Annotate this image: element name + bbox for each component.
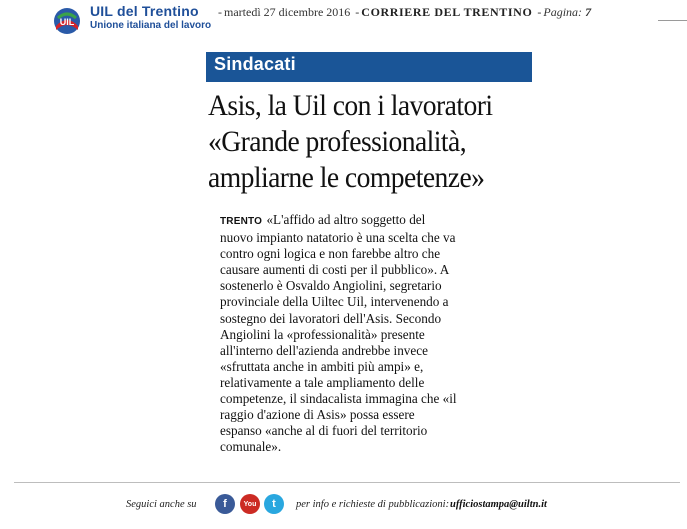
article-line: nuovo impianto natatorio è una scelta che va: [220, 230, 456, 246]
twitter-icon[interactable]: [264, 494, 284, 514]
page-number: 7: [585, 5, 592, 19]
uil-logo: [52, 6, 82, 36]
facebook-icon[interactable]: [215, 494, 235, 514]
newspaper-name: CORRIERE DEL TRENTINO: [361, 5, 533, 19]
twitter-glyph: t: [272, 498, 276, 510]
article-line: provinciale della Uiltec Uil, intervenendo a: [220, 294, 449, 310]
brand-title: UIL del Trentino: [90, 3, 199, 19]
section-label: Sindacati: [214, 54, 296, 74]
article-line: causare aumenti di costi per il pubblico». A: [220, 262, 450, 278]
article-line: contro ogni logica e non farebbe altro che: [220, 246, 441, 262]
article-line: «sfruttata anche in ambiti più ampi» e,: [220, 358, 424, 374]
follow-text: Seguici anche su: [126, 499, 197, 510]
headline: [208, 88, 640, 196]
article-line: competenze, il sindacalista immagina che «il: [220, 391, 457, 407]
article-body: [220, 212, 540, 455]
info-text: per info e richieste di pubblicazioni:: [296, 499, 450, 510]
article-line: all'interno dell'azienda andrebbe invece: [220, 342, 428, 358]
footer-rule: [14, 482, 680, 483]
facebook-glyph: f: [223, 498, 227, 510]
header-meta: - martedì 27 dicembre 2016 - CORRIERE DEL TRENTINO - Pagina: 7: [218, 5, 592, 19]
brand-subtitle: Unione italiana del lavoro: [90, 20, 212, 31]
youtube-icon[interactable]: [240, 494, 260, 514]
headline-line: «Grande professionalità,: [208, 125, 467, 158]
article-line: «L'affido ad altro soggetto del: [266, 212, 426, 227]
logo-text: UIL: [59, 17, 75, 27]
header-rule: [658, 20, 687, 21]
article-line: sostegno dei lavoratori dell'Asis. Secondo: [220, 310, 442, 326]
header-date: martedì 27 dicembre 2016: [224, 5, 351, 19]
headline-line: Asis, la Uil con i lavoratori: [208, 89, 493, 122]
contact-email-link[interactable]: ufficiostampa@uiltn.it: [450, 499, 547, 510]
youtube-glyph: You: [243, 500, 257, 508]
section-banner: [206, 52, 532, 82]
article-line: raggio d'azione di Asis» possa essere: [220, 407, 415, 423]
article-line: sostenerlo è Osvaldo Angiolini, segretario: [220, 278, 442, 294]
article-line: relativamente a tale ampliamento delle: [220, 374, 425, 390]
page-label: Pagina:: [543, 5, 583, 19]
article-line: Angiolini la «professionalità» presente: [220, 326, 425, 342]
dateline: TRENTO: [220, 216, 263, 227]
article-line: comunale».: [220, 439, 282, 455]
headline-line: ampliarne le competenze»: [208, 161, 485, 194]
article-line: espanso «anche al di fuori del territorio: [220, 423, 428, 439]
